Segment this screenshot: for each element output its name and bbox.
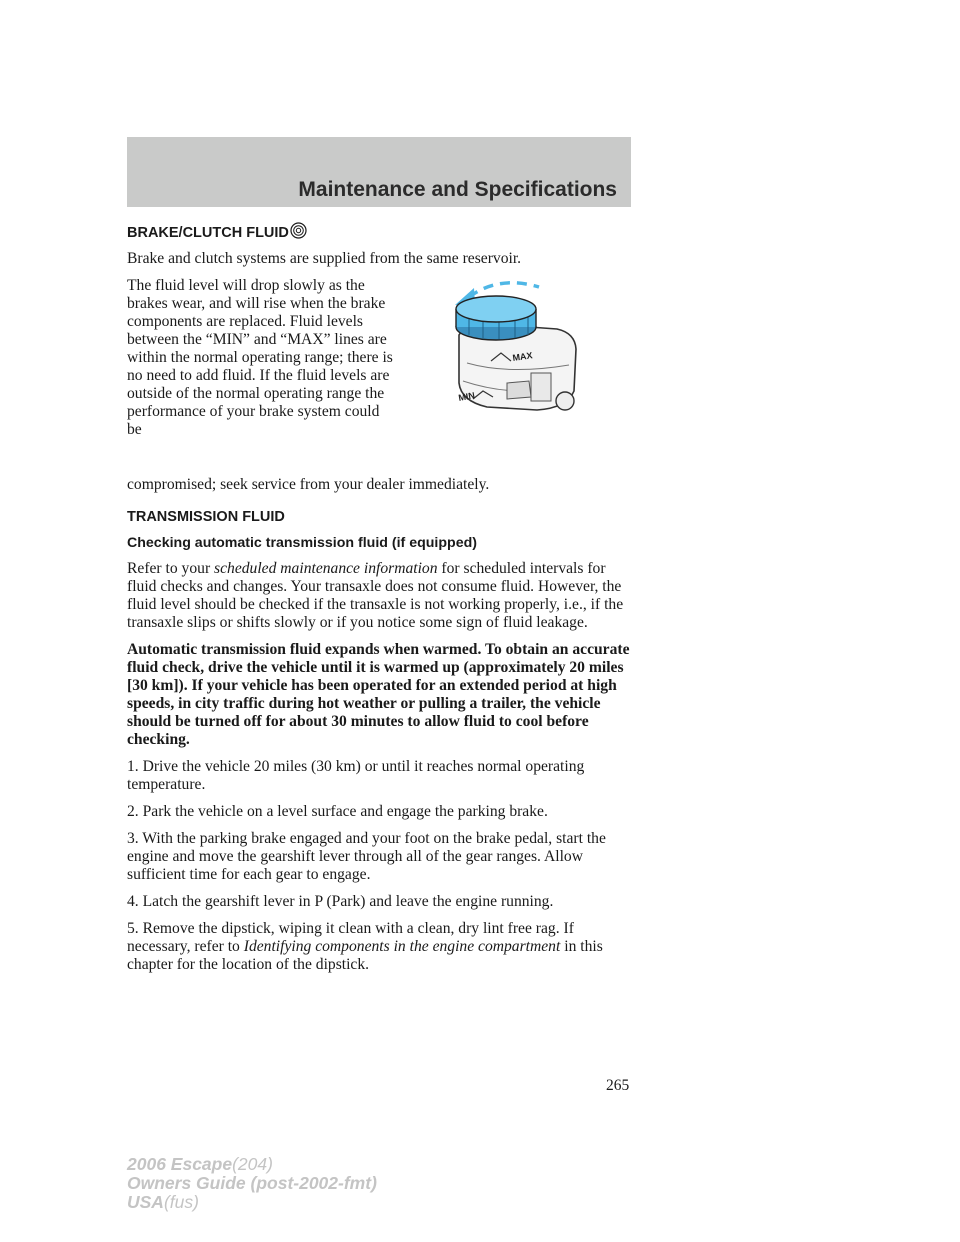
chapter-title: Maintenance and Specifications [298,178,617,201]
step5-post: in this chapter for the location of the dipstick. [127,938,603,973]
transmission-warning: Automatic transmission fluid expands when warmed. To obtain an accurate fluid check, drive the vehicle until it is warmed up (approximately 20 miles [30 km]). If your vehicle has been operated for an extended period at high speeds, in city traffic during hot weather or pulling a trailer, the vehicle should be turned off for about 30 minutes to allow fluid to cool before checking. [127,641,630,748]
brake-intro: Brake and clutch systems are supplied from the same reservoir. [127,250,522,267]
brake-fluid-heading-text: BRAKE/CLUTCH FLUID [127,225,289,241]
document-footer [127,1155,377,1212]
brake-reservoir-illustration [429,265,589,425]
brake-fluid-icon [290,222,307,239]
page-number: 265 [606,1077,630,1094]
chapter-header [127,137,631,207]
brake-body-continued: compromised; seek service from your dealer immediately. [127,476,490,493]
p1-pre: Refer to your [127,560,211,577]
step-4: 4. Latch the gearshift lever in P (Park) and leave the engine running. [127,893,554,910]
outlet-nipple [556,392,574,410]
footer-line-2: Owners Guide (post-2002-fmt) [127,1173,377,1193]
brake-body: The fluid level will drop slowly as the brakes wear, and will rise when the brake components are replaced. Fluid levels between the “MIN” and “MAX” lines are within the normal operating range; there is no need to add fluid. If the fluid levels are outside of the normal operating range the performance of your brake system could be [127,277,393,438]
step-3: 3. With the parking brake engaged and your foot on the brake pedal, start the engine and move the gearshift lever through all of the gear ranges. Allow sufficient time for each gear to engage. [127,830,606,883]
step-1: 1. Drive the vehicle 20 miles (30 km) or until it reaches normal operating temperature. [127,758,585,793]
brake-fluid-heading [127,222,633,242]
transmission-check-subheading: Checking automatic transmission fluid (if equipped) [127,535,477,551]
transmission-fluid-heading: TRANSMISSION FLUID [127,509,285,525]
scheduled-maintenance-reference: scheduled maintenance information [214,560,438,577]
min-label: MIN [457,390,476,403]
page-content [127,222,633,983]
engine-compartment-reference: Identifying components in the engine compartment [243,938,561,955]
step-5 [127,920,633,974]
reservoir-cap-top [456,296,536,322]
cap-rotation-arrow [469,283,539,297]
p1-post: for scheduled intervals for fluid checks and changes. Your transaxle does not consume fluid. However, the fluid level should be checked if the transaxle is not working properly, i.e., if the transaxle slips or shifts slowly or if you notice some sign of fluid leakage. [127,560,624,631]
brake-text-with-figure [127,277,633,476]
footer-line-3: USA(fus) [127,1192,199,1212]
footer-line-1: 2006 Escape(204) [127,1154,273,1174]
max-label: MAX [511,350,534,363]
step-2: 2. Park the vehicle on a level surface and engage the parking brake. [127,803,548,820]
step5-pre: 5. Remove the dipstick, wiping it clean with a clean, dry lint free rag. If necessary, refer to [127,920,574,955]
transmission-paragraph [127,560,633,632]
